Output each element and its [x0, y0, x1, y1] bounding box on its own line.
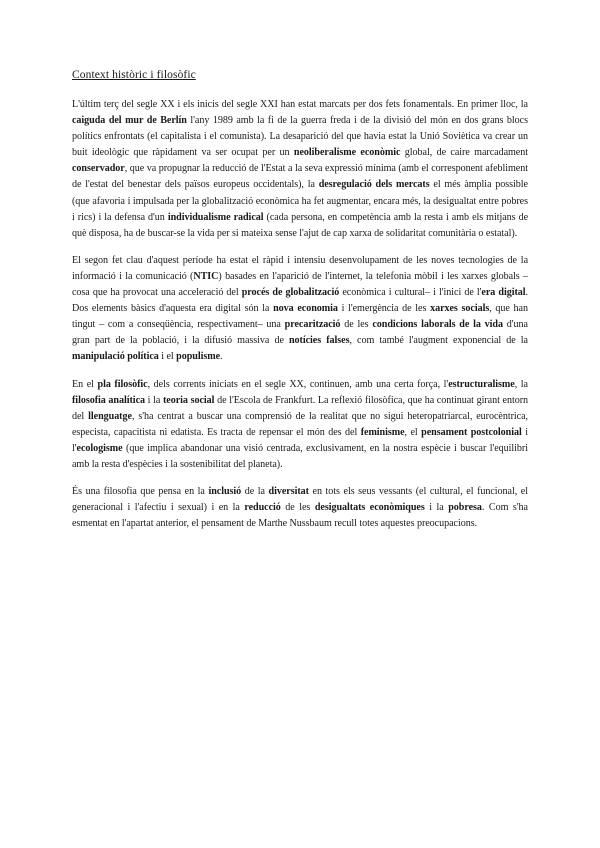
paragraph-2: [72, 253, 528, 366]
bold-term: procés de globalització: [241, 287, 340, 299]
text-run: El segon fet clau d'aquest període ha estat el ràpid i intensiu desenvolupament de les noves tecnologies de la informació i la comunicació (: [72, 254, 528, 282]
page-title: Context històric i filosòfic: [72, 69, 196, 81]
text-run: de la: [241, 486, 269, 498]
bold-term: reducció: [244, 502, 281, 514]
text-run: , s'ha centrat a buscar una comprensió de la realitat que no sigui heteropatriarcal, eurocèntrica, especista, capacitista ni edatista. Es tracta de repensar el món des del: [72, 410, 529, 438]
text-run: , com també l'augment exponencial de la: [349, 335, 528, 347]
text-run: d'una gran part de la població, i la difusió massiva de: [72, 319, 528, 347]
bold-term: pensament postcolonial: [421, 426, 522, 438]
bold-term: inclusió: [208, 486, 242, 498]
bold-term: individualisme radical: [167, 211, 264, 223]
text-run: i la: [424, 502, 449, 514]
bold-term: condicions laborals de la vida: [372, 319, 503, 331]
bold-term: desigualtats econòmiques: [314, 502, 425, 514]
text-run: , dels corrents iniciats en el segle XX, continuen, amb una certa força, l': [147, 378, 449, 390]
bold-term: caiguda del mur de Berlín: [72, 115, 187, 127]
bold-term: filosofia analítica: [72, 394, 145, 406]
text-run: , la: [514, 378, 528, 390]
paragraph-1: [72, 97, 528, 242]
bold-term: manipulació política: [72, 351, 159, 363]
bold-term: precarització: [284, 319, 341, 331]
document-body: [72, 97, 528, 532]
text-run: L'últim terç del segle XX i els inicis del segle XXI han estat marcats per dos fets fonamentals. En primer lloc, la: [72, 99, 528, 110]
text-run: . Dos elements bàsics d'aquesta era digital són la: [72, 287, 528, 315]
bold-term: diversitat: [268, 486, 309, 498]
text-run: el més àmplia possible (que afavoria i impulsada per la globalització econòmica ha fet augmentar, encara més, la desigualtat entre pobres i rics) i la defensa d'un: [72, 179, 528, 223]
text-run: i el: [158, 351, 177, 363]
bold-term: ecologisme: [76, 442, 123, 454]
text-run: En el: [72, 378, 98, 390]
bold-term: NTIC: [193, 270, 219, 282]
text-run: i l'emergència de les: [337, 303, 431, 315]
document-page: [72, 68, 528, 543]
bold-term: notícies falses: [288, 335, 350, 347]
text-run: , el: [404, 426, 422, 438]
text-run: , que han tingut – com a conseqüència, respectivament– una: [72, 303, 528, 331]
text-run: (cada persona, en competència amb la resta i amb els mitjans de què disposa, ha de buscar-se la vida per si mateixa sense l'ajut de cap xarxa de solidaritat comunitària o estatal).: [72, 211, 528, 239]
text-run: .: [220, 351, 223, 363]
bold-term: conservador: [72, 163, 125, 175]
bold-term: neoliberalisme econòmic: [293, 147, 401, 159]
text-run: econòmica i cultural– i l'inici de l': [339, 287, 482, 299]
text-run: i l': [72, 426, 528, 454]
bold-term: pla filosòfic: [97, 378, 148, 390]
bold-term: era digital: [481, 287, 526, 299]
text-run: . Com s'ha esmentat en l'apartat anterior, el pensament de Marthe Nussbaum recull totes aquestes preocupacions.: [72, 502, 528, 530]
bold-term: estructuralisme: [448, 378, 515, 390]
text-run: global, de caire marcadament: [400, 147, 528, 159]
bold-term: xarxes socials: [430, 303, 490, 315]
text-run: (que implica abandonar una visió centrada, exclusivament, en la nostra espècie i buscar l'equilibri amb la resta d'espècies i la sostenibilitat del planeta).: [72, 442, 528, 470]
paragraph-4: [72, 484, 528, 532]
bold-term: populisme: [176, 351, 221, 363]
text-run: de les: [340, 319, 373, 331]
text-run: És una filosofia que pensa en la: [72, 486, 209, 498]
bold-term: llenguatge: [88, 410, 132, 422]
text-run: de les: [280, 502, 315, 514]
text-run: l'any 1989 amb la fi de la guerra freda i de la divisió del món en dos grans blocs polítics enfrontats (el capitalista i el comunista). La desaparició del que havia estat la Unió Soviètica va crear un buit ideològic que ràpidament va ser ocupat per un: [72, 115, 528, 159]
bold-term: feminisme: [360, 426, 405, 438]
bold-term: nova economia: [273, 303, 338, 315]
text-run: i la: [145, 394, 163, 406]
text-run: de l'Escola de Frankfurt. La reflexió filosòfica, que ha continuat girant entorn del: [72, 394, 529, 422]
text-run: ) basades en l'aparició de l'internet, la telefonia mòbil i les xarxes globals –cosa que ha provocat una acceleració del: [72, 270, 528, 299]
text-run: , que va propugnar la reducció de l'Estat a la seva expressió mínima (amb el corresponent afebliment de l'estat del benestar dels països europeus occidentals), la: [72, 163, 528, 191]
bold-term: pobresa: [448, 502, 482, 514]
text-run: en tots els seus vessants (el cultural, el funcional, el generacional i l'afectiu i sexual) i en la: [72, 486, 528, 514]
bold-term: desregulació dels mercats: [318, 179, 430, 191]
bold-term: teoria social: [162, 394, 215, 406]
paragraph-3: [72, 377, 528, 474]
